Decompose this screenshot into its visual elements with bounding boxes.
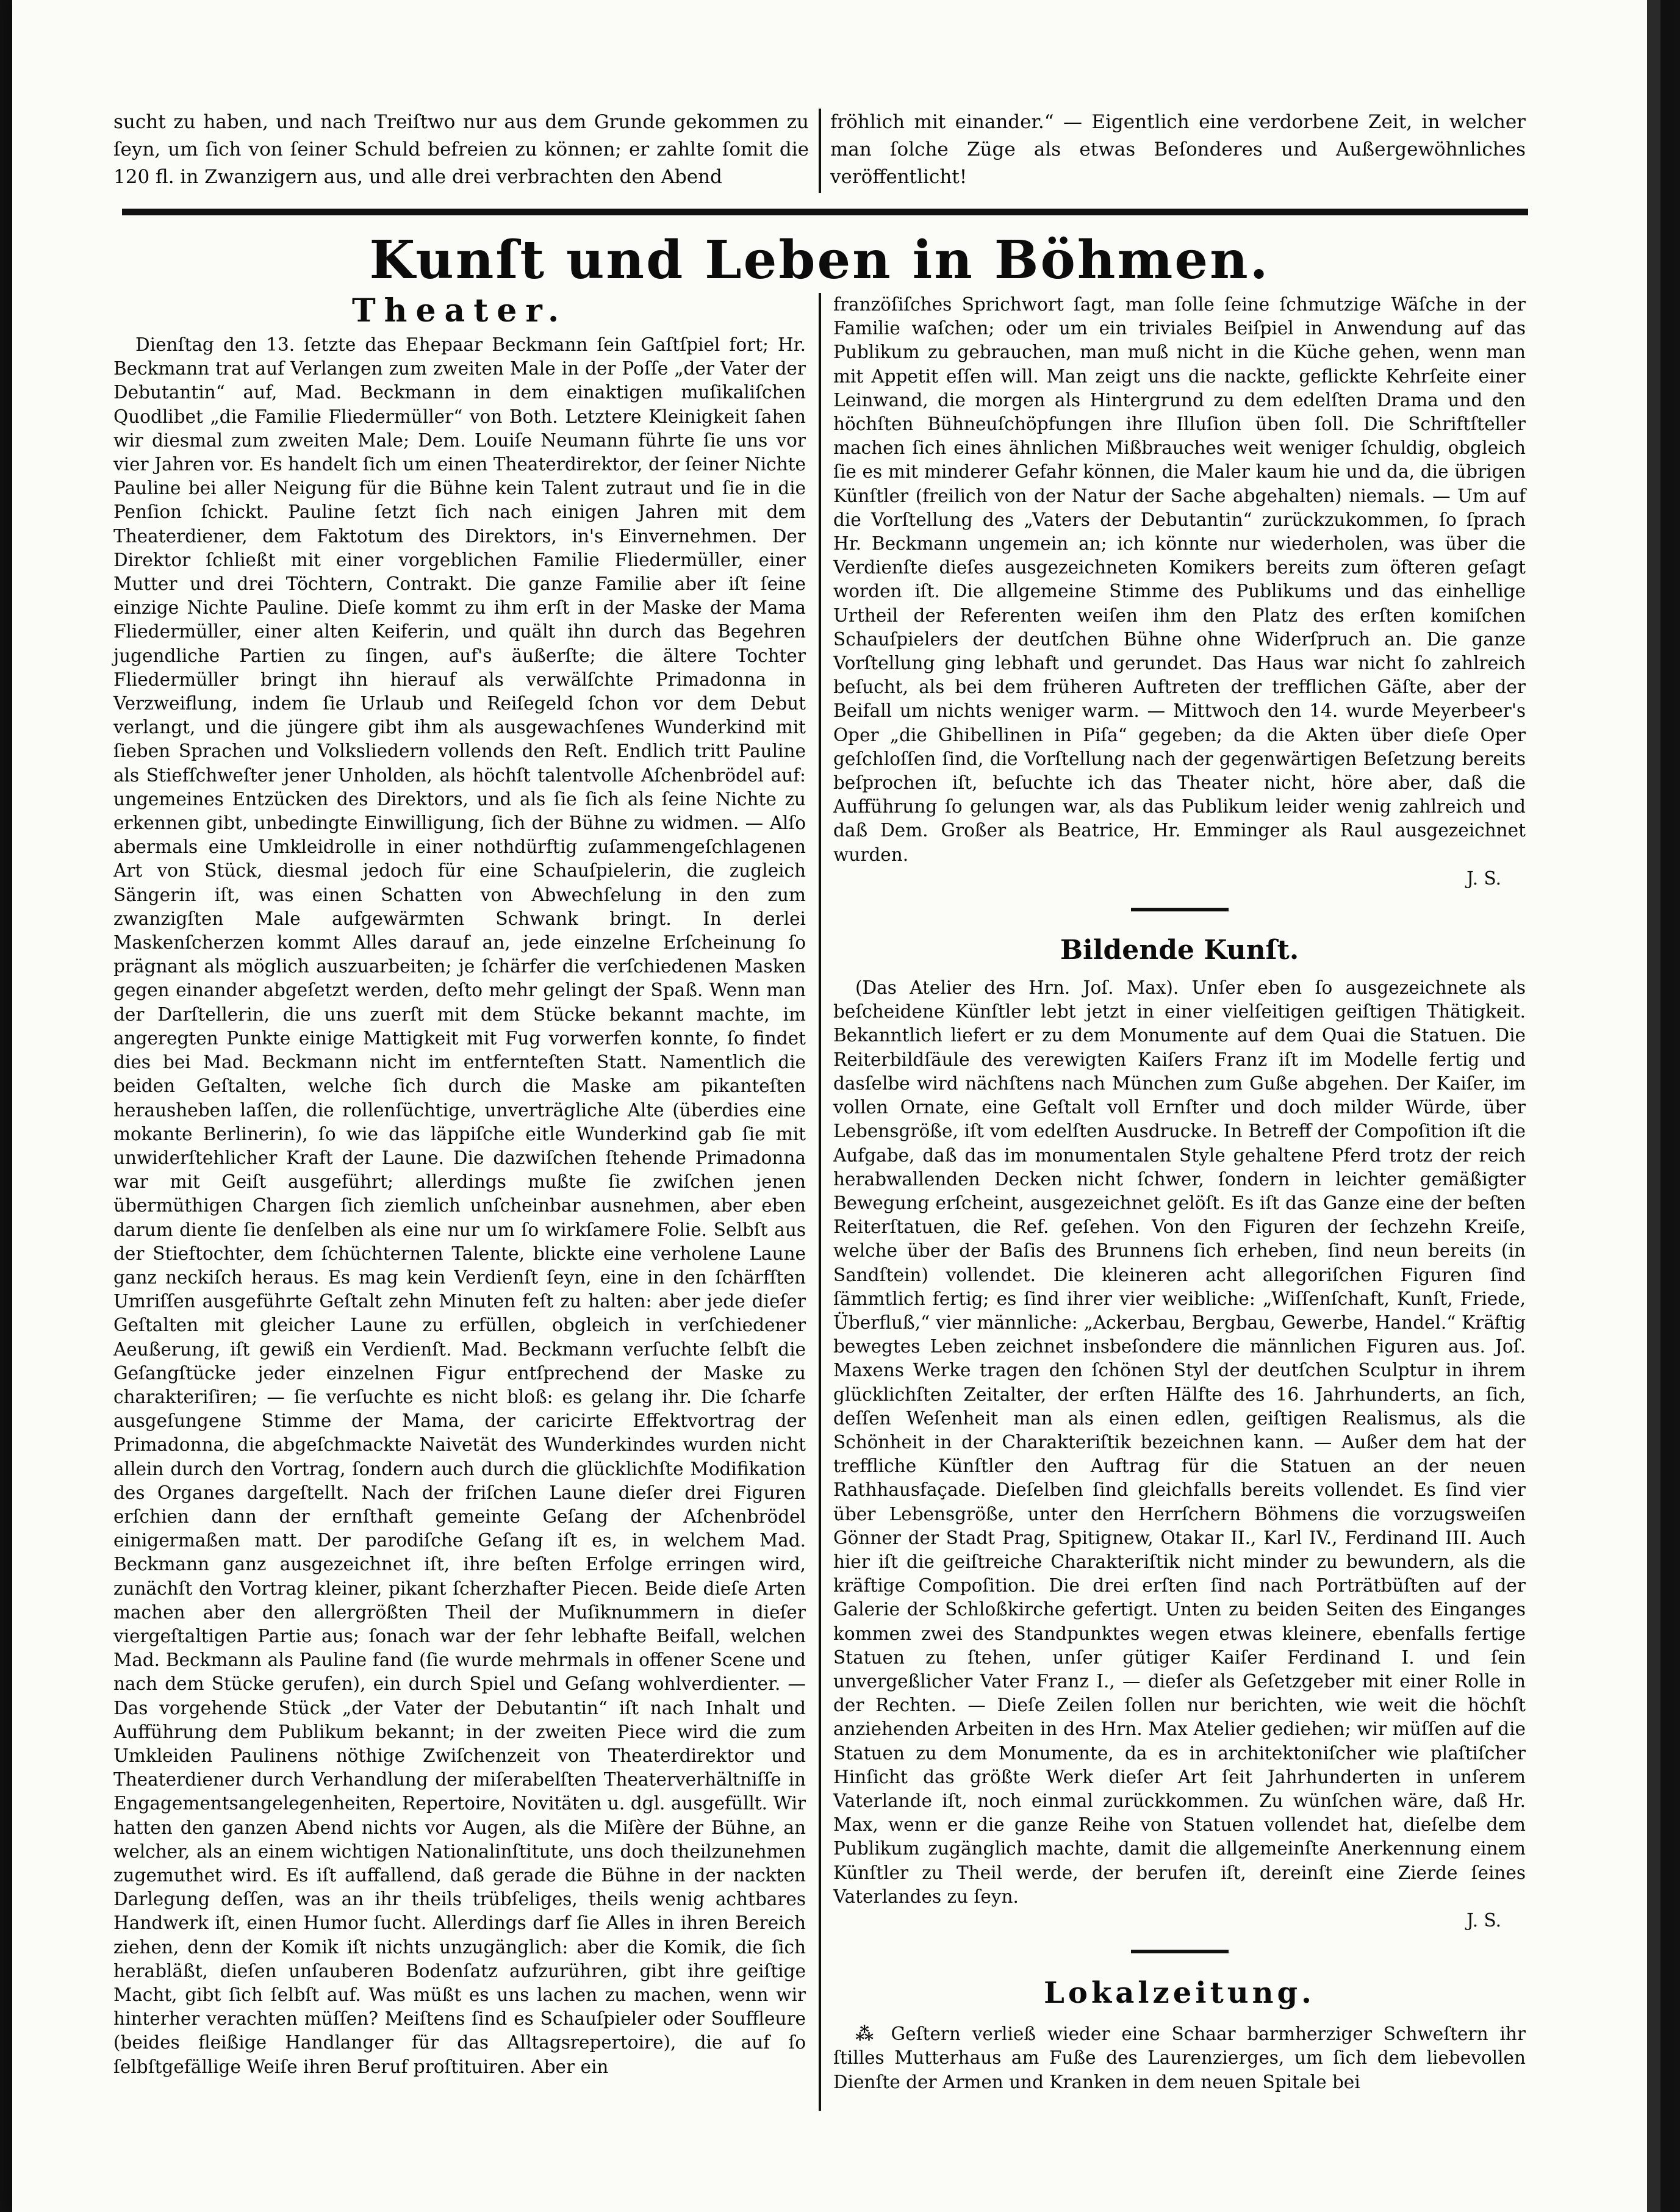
top-right-column [830, 109, 1526, 193]
theater-title: Theater. [351, 292, 568, 329]
theater-text-left: Dienſtag den 13. ſetzte das Ehepaar Beckmann ſein Gaſtſpiel fort; Hr. Beckmann trat auf Verlangen zum zweiten Male in der Poſſe „der Vater der Debutantin“ auf, Mad. Beckmann in dem einaktigen muſikaliſchen Quodlibet „die Familie Fliedermüller“ von Both. Letztere Kleinigkeit ſahen wir diesmal zum zweiten Male; Dem. Louiſe Neumann führte ſie uns vor vier Jahren vor. Es handelt ſich um einen Theaterdirektor, der ſeiner Nichte Pauline bei aller Neigung für die Bühne kein Talent zutraut und ſie in die Penſion ſchickt. Pauline ſetzt ſich nach einigen Jahren mit dem Theaterdiener, dem Faktotum des Direktors, in's Einvernehmen. Der Direktor ſchließt mit einer vorgeblichen Familie Fliedermüller, einer Mutter und drei Töchtern, Contrakt. Die ganze Familie aber iſt ſeine einzige Nichte Pauline. Dieſe kommt zu ihm erſt in der Maske der Mama Fliedermüller, einer alten Keiferin, und quält ihn durch das Begehren jugendliche Partien zu ſingen, auf's äußerſte; die ältere Tochter Fliedermüller bringt ihn hierauf als verwälſchte Primadonna in Verzweiflung, indem ſie Urlaub und Reiſegeld ſchon vor dem Debut verlangt, und die jüngere gibt ihm als ausgewachſenes Wunderkind mit ſieben Sprachen und Volksliedern vollends den Reſt. Endlich tritt Pauline als Stiefſchweſter jener Unholden, als höchſt talentvolle Aſchenbrödel auf: ungemeines Entzücken des Direktors, und als ſie ſich als ſeine Nichte zu erkennen gibt, unbedingte Einwilligung, ſich der Bühne zu widmen. — Alſo abermals eine Umkleidrolle in einer nothdürftig zuſammengeſchlagenen Art von Stück, diesmal jedoch für eine Schauſpielerin, die zugleich Sängerin iſt, was einen Schatten von Abwechſelung in den zum zwanzigſten Male aufgewärmten Schwank bringt. In derlei Maskenſcherzen kommt Alles darauf an, jede einzelne Erſcheinung ſo prägnant als möglich auszuarbeiten; je ſchärfer die verſchiedenen Masken gegen einander abgeſetzt werden, deſto mehr gelingt der Spaß. Wenn man der Darſtellerin, die uns zuerſt mit dem Stücke bekannt machte, im angeregten Punkte einige Mattigkeit mit Fug vorwerfen konnte, ſo findet dies bei Mad. Beckmann nicht im entfernteſten Statt. Namentlich die beiden Geſtalten, welche ſich durch die Maske am pikanteſten herausheben laſſen, die rollenſüchtige, unverträgliche Alte (überdies eine mokante Berlinerin), ſo wie das läppiſche eitle Wunderkind gab ſie mit unwiderſtehlicher Kraft der Laune. Die dazwiſchen ſtehende Primadonna war mit Geiſt ausgeführt; allerdings mußte ſie zwiſchen jenen übermüthigen Chargen ſich ziemlich unſcheinbar ausnehmen, aber eben darum diente ſie denſelben als eine nur um ſo wirkſamere Folie. Selbſt aus der Stieftochter, dem ſchüchternen Talente, blickte eine verholene Laune ganz neckiſch heraus. Es mag kein Verdienſt ſeyn, eine in den ſchärfſten Umriſſen ausgeführte Geſtalt zehn Minuten feſt zu halten: aber jede dieſer Geſtalten mit gleicher Laune zu erfüllen, obgleich in verſchiedener Aeußerung, iſt gewiß ein Verdienſt. Mad. Beckmann verſuchte ſelbſt die Geſangſtücke jeder einzelnen Figur entſprechend der Maske zu charakteriſiren; — ſie verſuchte es nicht bloß: es gelang ihr. Die ſcharfe ausgeſungene Stimme der Mama, der caricirte Effektvortrag der Primadonna, die abgeſchmackte Naivetät des Wunderkindes wurden nicht allein durch den Vortrag, ſondern auch durch die glücklichſte Modifikation des Organes dargeſtellt. Nach der friſchen Laune dieſer drei Figuren erſchien dann der ernſthaft gemeinte Geſang der Aſchenbrödel einigermaßen matt. Der parodiſche Geſang iſt es, in welchem Mad. Beckmann ganz ausgezeichnet iſt, ihre beſten Erfolge erringen wird, zunächſt den Vortrag kleiner, pikant ſcherzhafter Piecen. Beide dieſe Arten machen aber den allergrößten Theil der Muſiknummern in dieſer viergeſtaltigen Partie aus; ſonach war der ſehr lebhafte Beifall, welchen Mad. Beckmann als Pauline fand (ſie wurde mehrmals in offener Scene und nach dem Stücke gerufen), ein durch Spiel und Geſang wohlverdienter. — Das vorgehende Stück „der Vater der Debutantin“ iſt nach Inhalt und Aufführung dem Publikum bekannt; in der zweiten Piece wird die zum Umkleiden Paulinens nöthige Zwiſchenzeit von Theaterdirektor und Theaterdiener durch Verhandlung der miſerabelſten Theaterverhältniſſe in Engagementsangelegenheiten, Repertoire, Novitäten u. dgl. ausgefüllt. Wir hatten den ganzen Abend nichts vor Augen, als die Miſère der Bühne, an welcher, als an einem wichtigen Nationalinſtitute, uns doch theilzunehmen zugemuthet wird. Es iſt auffallend, daß gerade die Bühne in der nackten Darlegung deſſen, was an ihr theils trübſeliges, theils wenig achtbares Handwerk iſt, einen Humor ſucht. Allerdings darf ſie Alles in ihren Bereich ziehen, denn der Komik iſt nichts unzugänglich: aber die Komik, die ſich herabläßt, dieſen unſauberen Bodenſatz aufzurühren, gibt ihre geiſtige Macht, gibt ſich ſelbſt auf. Was müßt es uns lachen zu machen, wenn wir hinterher verachten müſſen? Meiſtens ſind es Schauſpieler oder Souffleure (beides fleißige Handlanger für das Alltagsrepertoire), die auf ſo ſelbſtgefällige Weiſe ihren Beruf proſtituiren. Aber ein [113, 334, 806, 2077]
lokal-bullet: ⁂ [855, 2023, 880, 2045]
theater-text-right: franzöſiſches Sprichwort ſagt, man ſolle ſeine ſchmutzige Wäſche in der Familie waſchen; oder um ein triviales Beiſpiel in Anwendung auf das Publikum zu gebrauchen, man muß nicht in die Küche gehen, wenn man mit Appetit eſſen will. Man zeigt uns die nackte, geflickte Kehrſeite einer Leinwand, die morgen als Hintergrund zu dem edelſten Drama und den höchſten Bühneuſchöpfungen ihre Illuſion üben ſoll. Die Schriftſteller machen ſich eines ähnlichen Mißbrauches weit weniger ſchuldig, obgleich ſie es mit minderer Gefahr können, die Maler kaum hie und da, die übrigen Künſtler (freilich von der Natur der Sache abgehalten) niemals. — Um auf die Vorſtellung des „Vaters der Debutantin“ zurückzukommen, ſo ſprach Hr. Beckmann ungemein an; ich könnte nur wiederholen, was über die Verdienſte dieſes ausgezeichneten Komikers bereits zum öfteren geſagt worden iſt. Die allgemeine Stimme des Publikums und das einhellige Urtheil der Referenten weiſen ihm den Platz des erſten komiſchen Schauſpielers der deutſchen Bühne ohne Widerſpruch an. Die ganze Vorſtellung ging lebhaft und gerundet. Das Haus war nicht ſo zahlreich beſucht, als bei dem früheren Auftreten der trefflichen Gäſte, aber der Beifall um nichts weniger warm. — Mittwoch den 14. wurde Meyerbeer's Oper „die Ghibellinen in Piſa“ gegeben; da die Akten über dieſe Oper geſchloſſen ſind, die Vorſtellung nach der gegenwärtigen Beſetzung bereits beſprochen iſt, beſuchte ich das Theater nicht, höre aber, daß die Aufführung ſo gelungen war, als das Publikum leider wenig zahlreich und daß Dem. Großer als Beatrice, Hr. Emminger als Raul ausgezeichnet wurden. [833, 294, 1526, 865]
top-column-rule [819, 109, 821, 193]
lokalzeitung-body: Geſtern verließ wieder eine Schaar barmherziger Schweſtern ihr ſtilles Mutterhaus am Fuße des Laurenzierges, um ſich dem liebevollen Dienſte der Armen und Kranken in dem neuen Spitale bei [833, 2023, 1526, 2092]
section-divider-rule [122, 209, 1528, 215]
top-continuation [113, 109, 1526, 193]
column-rule [819, 293, 821, 2111]
top-right-text: fröhlich mit einander.“ — Eigentlich eine verdorbene Zeit, in welcher man ſolche Züge als etwas Beſonderes und Außergewöhnliches veröffentlicht! [830, 111, 1526, 188]
bildende-kunst-signature: J. S. [1466, 1910, 1501, 1931]
separator-rule [1131, 1950, 1229, 1953]
right-column [833, 293, 1526, 2111]
lokalzeitung-title: Lokalzeitung. [1044, 1976, 1315, 2011]
left-column [113, 293, 806, 2111]
main-columns [113, 293, 1526, 2111]
newspaper-page [12, 0, 1647, 2212]
bildende-kunst-title: Bildende Kunſt. [1060, 935, 1299, 966]
top-left-column [113, 109, 809, 193]
top-left-text: sucht zu haben, und nach Treiſtwo nur aus dem Grunde gekommen zu ſeyn, um ſich von ſeiner Schuld befreien zu können; er zahlte ſomit die 120 fl. in Zwanzigern aus, und alle drei verbrachten den Abend [113, 111, 809, 188]
page-heading: Kunſt und Leben in Böhmen. [369, 229, 1270, 291]
lokalzeitung-text [833, 2022, 1526, 2094]
separator-rule [1131, 908, 1229, 911]
theater-signature: J. S. [1466, 867, 1501, 889]
bildende-kunst-text: (Das Atelier des Hrn. Joſ. Max). Unſer eben ſo ausgezeichnete als beſcheidene Künſtler lebt jetzt in einer vielſeitigen geiſtigen Thätigkeit. Bekanntlich liefert er zu dem Monumente auf dem Quai die Statuen. Die Reiterbildſäule des verewigten Kaiſers Franz iſt im Modelle fertig und dasſelbe wird nächſtens nach München zum Guße abgehen. Der Kaiſer, im vollen Ornate, eine Geſtalt voll Ernſter und doch milder Würde, über Lebensgröße, iſt vom edelſten Ausdrucke. In Betreff der Compoſition iſt die Aufgabe, daß das im monumentalen Style gehaltene Pferd trotz der reich herabwallenden Decken nicht ſchwer, ſondern in leichter gemäßigter Bewegung erſcheint, ausgezeichnet gelöſt. Es iſt das Ganze eine der beſten Reiterſtatuen, die Ref. geſehen. Von den Figuren der ſechzehn Kreiſe, welche über der Baſis des Brunnens ſich erheben, ſind neun bereits (in Sandſtein) vollendet. Die kleineren acht allegoriſchen Figuren ſind ſämmtlich fertig; es ſind ihrer vier weibliche: „Wiſſenſchaft, Kunſt, Friede, Überfluß,“ vier männliche: „Ackerbau, Bergbau, Gewerbe, Handel.“ Kräftig bewegtes Leben zeichnet insbeſondere die männlichen Figuren aus. Joſ. Maxens Werke tragen den ſchönen Styl der deutſchen Sculptur in ihrem glücklichſten Zeitalter, der erſten Hälfte des 16. Jahrhunderts, an ſich, deſſen Weſenheit man als einen edlen, geiſtigen Realismus, als die Schönheit in der Charakteriſtik bezeichnen kann. — Außer dem hat der treffliche Künſtler den Auftrag für die Statuen an der neuen Rathhausfaçade. Dieſelben ſind gleichfalls bereits vollendet. Es ſind vier über Lebensgröße, unter den Herrſchern Böhmens die vorzugsweiſen Gönner der Stadt Prag, Spitignew, Otakar II., Karl IV., Ferdinand III. Auch hier iſt die geiſtreiche Charakteriſtik nicht minder zu bewundern, als die kräftige Compoſition. Die drei erſten ſind nach Porträtbüſten auf der Galerie der Schloßkirche gefertigt. Unten zu beiden Seiten des Einganges kommen zwei des Standpunktes wegen etwas kleinere, ebenfalls fertige Statuen zu ſtehen, unſer gütiger Kaiſer Ferdinand I. und ſein unvergeßlicher Vater Franz I., — dieſer als Geſetzgeber mit einer Rolle in der Rechten. — Dieſe Zeilen ſollen nur berichten, wie weit die höchſt anziehenden Arbeiten in des Hrn. Max Atelier gediehen; wir müſſen auf die Statuen zu dem Monumente, da es in architektoniſcher wie plaſtiſcher Hinſicht das größte Werk dieſer Art ſeit Jahrhunderten in unſerem Vaterlande iſt, noch einmal zurückkommen. Zu wünſchen wäre, daß Hr. Max, wenn er die ganze Reihe von Statuen vollendet hat, dieſelbe dem Publikum zugänglich machte, damit die allgemeinſte Anerkennung einem Künſtler zu Theil werde, der berufen iſt, dereinſt eine Zierde ſeines Vaterlandes zu ſeyn. [833, 977, 1526, 1907]
